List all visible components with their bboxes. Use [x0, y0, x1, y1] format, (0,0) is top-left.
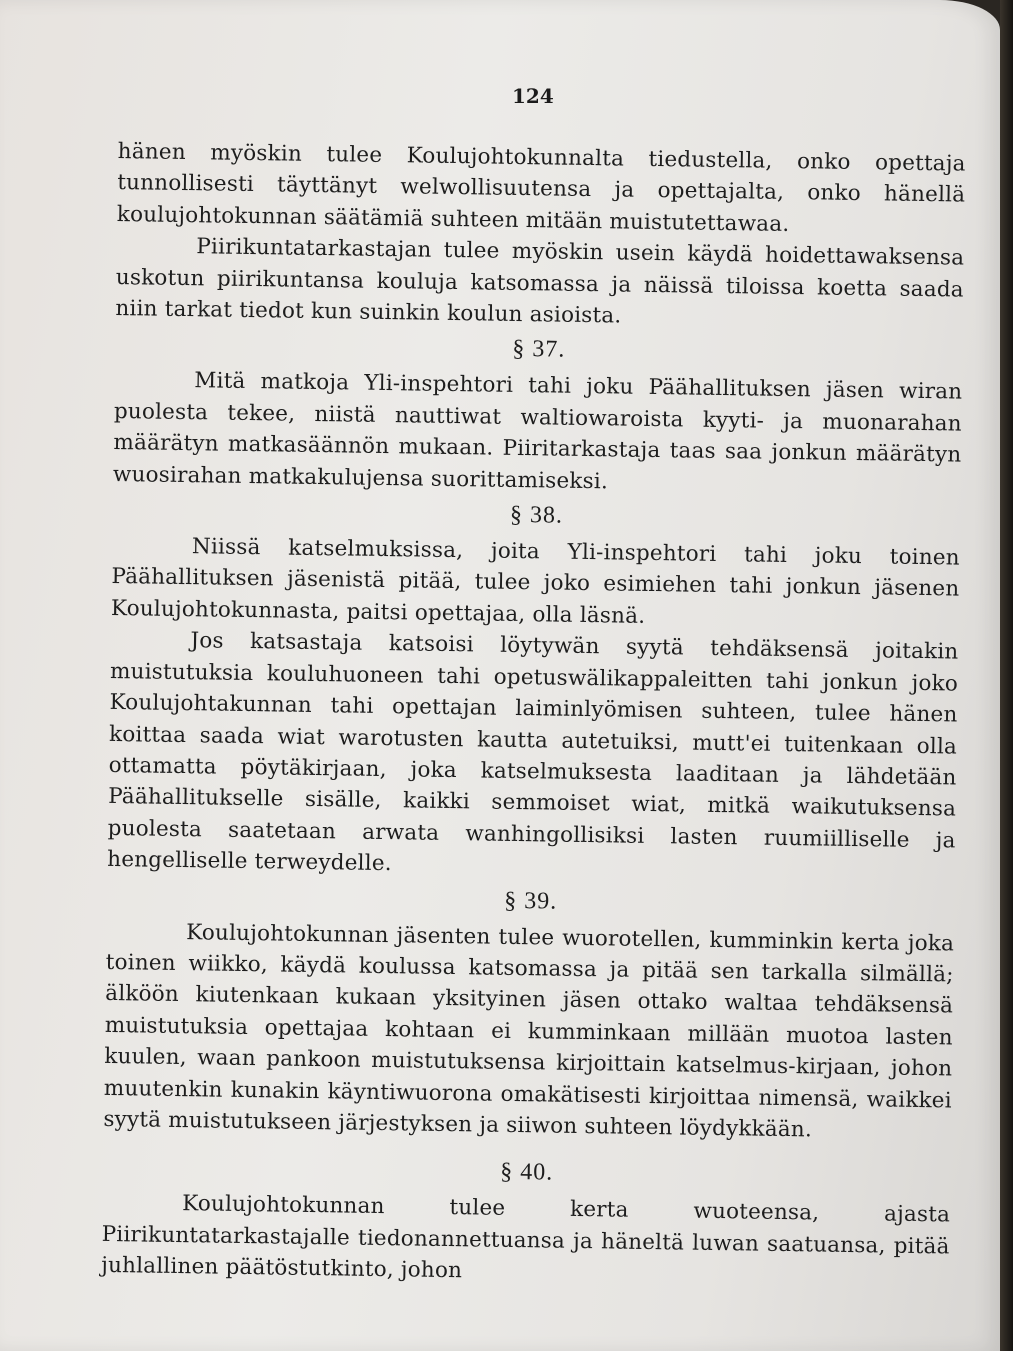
paragraph: Koulujohtokunnan jäsenten tulee wuorotellen, kumminkin kerta joka toinen wiikko, käydä koulussa katsomassa ja pitää sen tarkalla silmällä; älköön kiutenkaan kukaan yksityinen jäsen ottako waltaa tehdäksensä muistutuksia opettajaa kohtaan ei kumminkaan millään muotoa lasten kuulen, waan pankoon muistutuksensa kirjoittain katselmus-kirjaan, johon muutenkin kunakin käyntiwuorona omakätisesti kirjoittaa nimensä, waikkei syytä muistutukseen järjestyksen ja siiwon suhteen löydykkään.	[103, 919, 955, 1143]
section-heading: § 40.	[499, 1159, 554, 1186]
paragraph: Piirikuntatarkastajan tulee myöskin usein käydä hoidettawaksensa uskotun piirikuntansa kouluja katsomassa ja näissä tiloissa koetta saada niin tarkat tiedot kun suinkin koulun asioista.	[115, 234, 965, 329]
paragraph: Niissä katselmuksissa, joita Yli-inspehtori tahi joku toinen Päähallituksen jäsenistä pitää, tulee joko esimiehen tahi jonkun jäsenen Koulujohtokunnasta, paitsi opettajaa, olla läsnä.	[110, 534, 961, 629]
book-edge	[1000, 0, 1013, 1351]
section-heading: § 39.	[504, 887, 558, 915]
page-number: 124	[512, 84, 554, 108]
section-heading: § 37.	[512, 336, 566, 364]
paragraph: Jos katsastaja katsoisi löytywän syytä tehdäksensä joitakin muistutuksia kouluhuoneen tahi opetuswälikappaleitten tahi jonkun joko Koulujohtakunnan tahi opettajan laiminlyömisen suhteen, tulee hänen koittaa saada wiat warotusten kautta autetuiksi, mutt'ei tuitenkaan olla ottamatta pöytäkirjaan, joka katselmuksesta laaditaan ja lähdetään Päähallitukselle sisälle, kaikki semmoiset wiat, mitkä waikutuksensa puolesta saatetaan arwata wanhingollisiksi lasten ruumiilliselle ja hengelliselle terweydelle.	[107, 628, 959, 877]
section-heading: § 38.	[509, 501, 564, 529]
page-text	[101, 136, 966, 1294]
paragraph: hänen myöskin tulee Koulujohtokunnalta tiedustella, onko opettaja tunnollisesti täyttänyt welwollisuutensa ja opettajalta, onko hänellä koulujohtokunnan säätämiä suhteen mitään muistutettawaa.	[116, 138, 966, 237]
paragraph: Mitä matkoja Yli-inspehtori tahi joku Päähallituksen jäsen wiran puolesta tekee, niistä nauttiwat waltiowaroista kyyti- ja muonarahan määrätyn matkasäännön mukaan. Piiritarkastaja taas saa jonkun määrätyn wuosirahan matkakulujensa suorittamiseksi.	[112, 368, 963, 494]
paragraph: Koulujohtokunnan tulee kerta wuoteensa, ajasta Piirikuntatarkastajalle tiedonannettuansa ja häneltä luwan saatuansa, pitää juhlallinen päätöstutkinto, johon	[101, 1191, 951, 1284]
